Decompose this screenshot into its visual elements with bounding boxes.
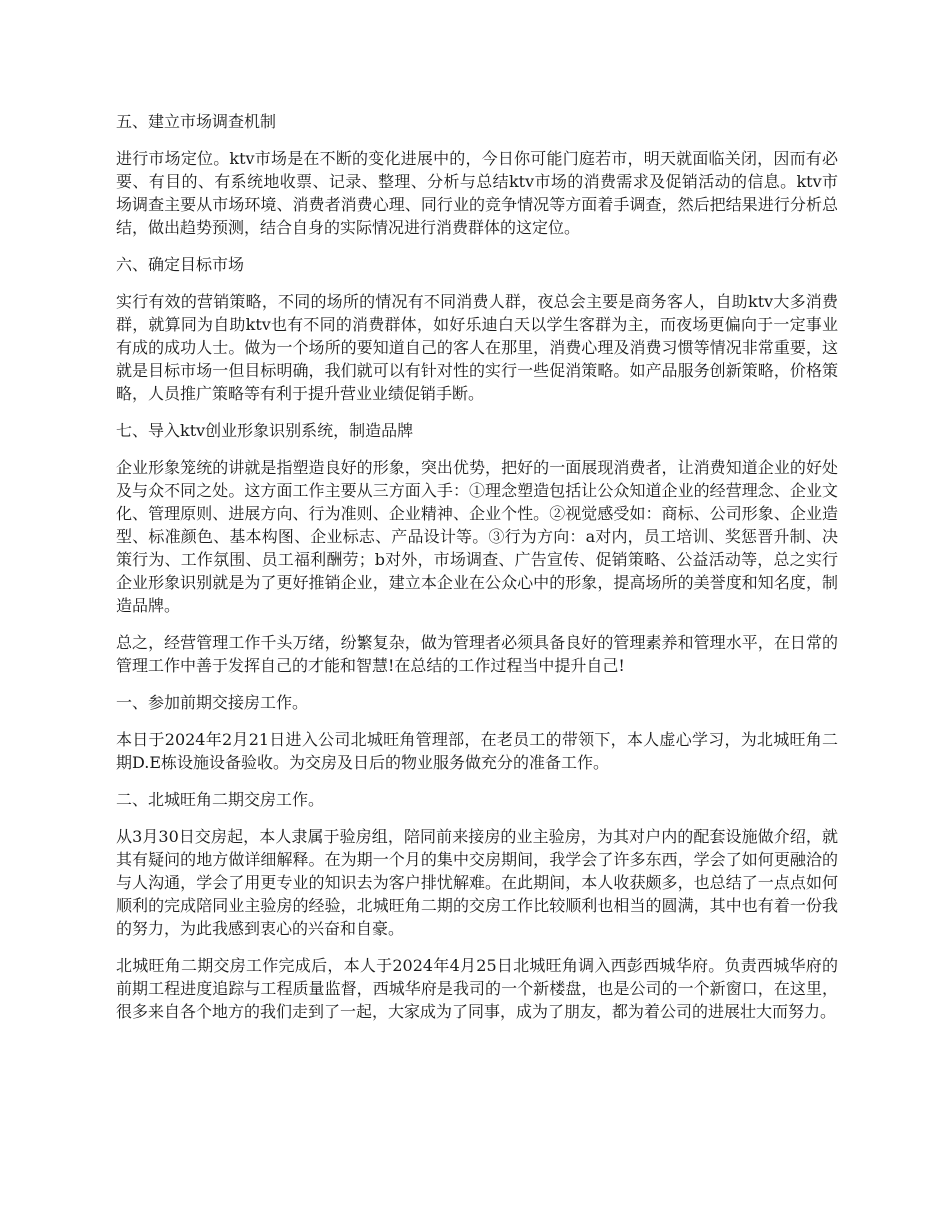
section-6-paragraph: 实行有效的营销策略，不同的场所的情况有不同消费人群，夜总会主要是商务客人，自助ktv大多消费群，就算同为自助ktv也有不同的消费群体，如好乐迪白天以学生客群为主，而夜场更偏向于一定事业有成的成功人士。做为一个场所的要知道自己的客人在那里，消费心理及消费习惯等情况非常重要，这就是目标市场一但目标明确，我们就可以有针对性的实行一些促消策略。如产品服务创新策略，价格策略，人员推广策略等有利于提升营业业绩促销手断。 <box>116 292 838 403</box>
section-7-heading: 七、导入ktv创业形象识别系统，制造品牌 <box>116 421 414 440</box>
section-7-paragraph: 企业形象笼统的讲就是指塑造良好的形象，突出优势，把好的一面展现消费者，让消费知道企业的好处及与众不同之处。这方面工作主要从三方面入手：①理念塑造包括让公众知道企业的经营理念、企业文化、管理原则、进展方向、行为准则、企业精神、企业个性。②视觉感受如：商标、公司形象、企业造型、标准颜色、基本构图、企业标志、产品设计等。③行为方向：a对内，员工培训、奖惩晋升制、决策行为、工作氛围、员工福利酬劳；b对外，市场调查、广告宣传、促销策略、公益活动等，总之实行企业形象识别就是为了更好推销企业，建立本企业在公众心中的形象，提高场所的美誉度和知名度，制造品牌。 <box>116 458 838 615</box>
section-5-paragraph: 进行市场定位。ktv市场是在不断的变化进展中的，今日你可能门庭若市，明天就面临关闭，因而有必要、有目的、有系统地收票、记录、整理、分析与总结ktv市场的消费需求及促销活动的信息。ktv市场调查主要从市场环境、消费者消费心理、同行业的竞争情况等方面着手调查，然后把结果进行分析总结，做出趋势预测，结合自身的实际情况进行消费群体的这定位。 <box>116 149 838 237</box>
part-1-heading: 一、参加前期交接房工作。 <box>116 693 309 712</box>
transfer-paragraph: 北城旺角二期交房工作完成后，本人于2024年4月25日北城旺角调入西彭西城华府。负责西城华府的前期工程进度追踪与工程质量监督，西城华府是我司的一个新楼盘，也是公司的一个新窗口，在这里，很多来自各个地方的我们走到了一起，大家成为了同事，成为了朋友，都为着公司的进展壮大而努力。 <box>116 956 838 1021</box>
part-2-heading: 二、北城旺角二期交房工作。 <box>116 790 325 809</box>
section-5-heading: 五、建立市场调查机制 <box>116 112 277 131</box>
part-1-paragraph: 本日于2024年2月21日进入公司北城旺角管理部，在老员工的带领下，本人虚心学习，为北城旺角二期D.E栋设施设备验收。为交房及日后的物业服务做充分的准备工作。 <box>116 730 838 772</box>
section-6-heading: 六、确定目标市场 <box>116 255 245 274</box>
part-2-paragraph: 从3月30日交房起，本人隶属于验房组，陪同前来接房的业主验房，为其对户内的配套设施做介绍，就其有疑问的地方做详细解释。在为期一个月的集中交房期间，我学会了许多东西，学会了如何更融洽的与人沟通，学会了用更专业的知识去为客户排忧解难。在此期间，本人收获颇多，也总结了一点点如何顺利的完成陪同业主验房的经验，北城旺角二期的交房工作比较顺利也相当的圆满，其中也有着一份我的努力，为此我感到衷心的兴奋和自豪。 <box>116 827 838 938</box>
summary-paragraph: 总之，经营管理工作千头万绪，纷繁复杂，做为管理者必须具备良好的管理素养和管理水平，在日常的管理工作中善于发挥自己的才能和智慧!在总结的工作过程当中提升自己! <box>116 633 838 675</box>
document-body <box>116 110 838 1037</box>
